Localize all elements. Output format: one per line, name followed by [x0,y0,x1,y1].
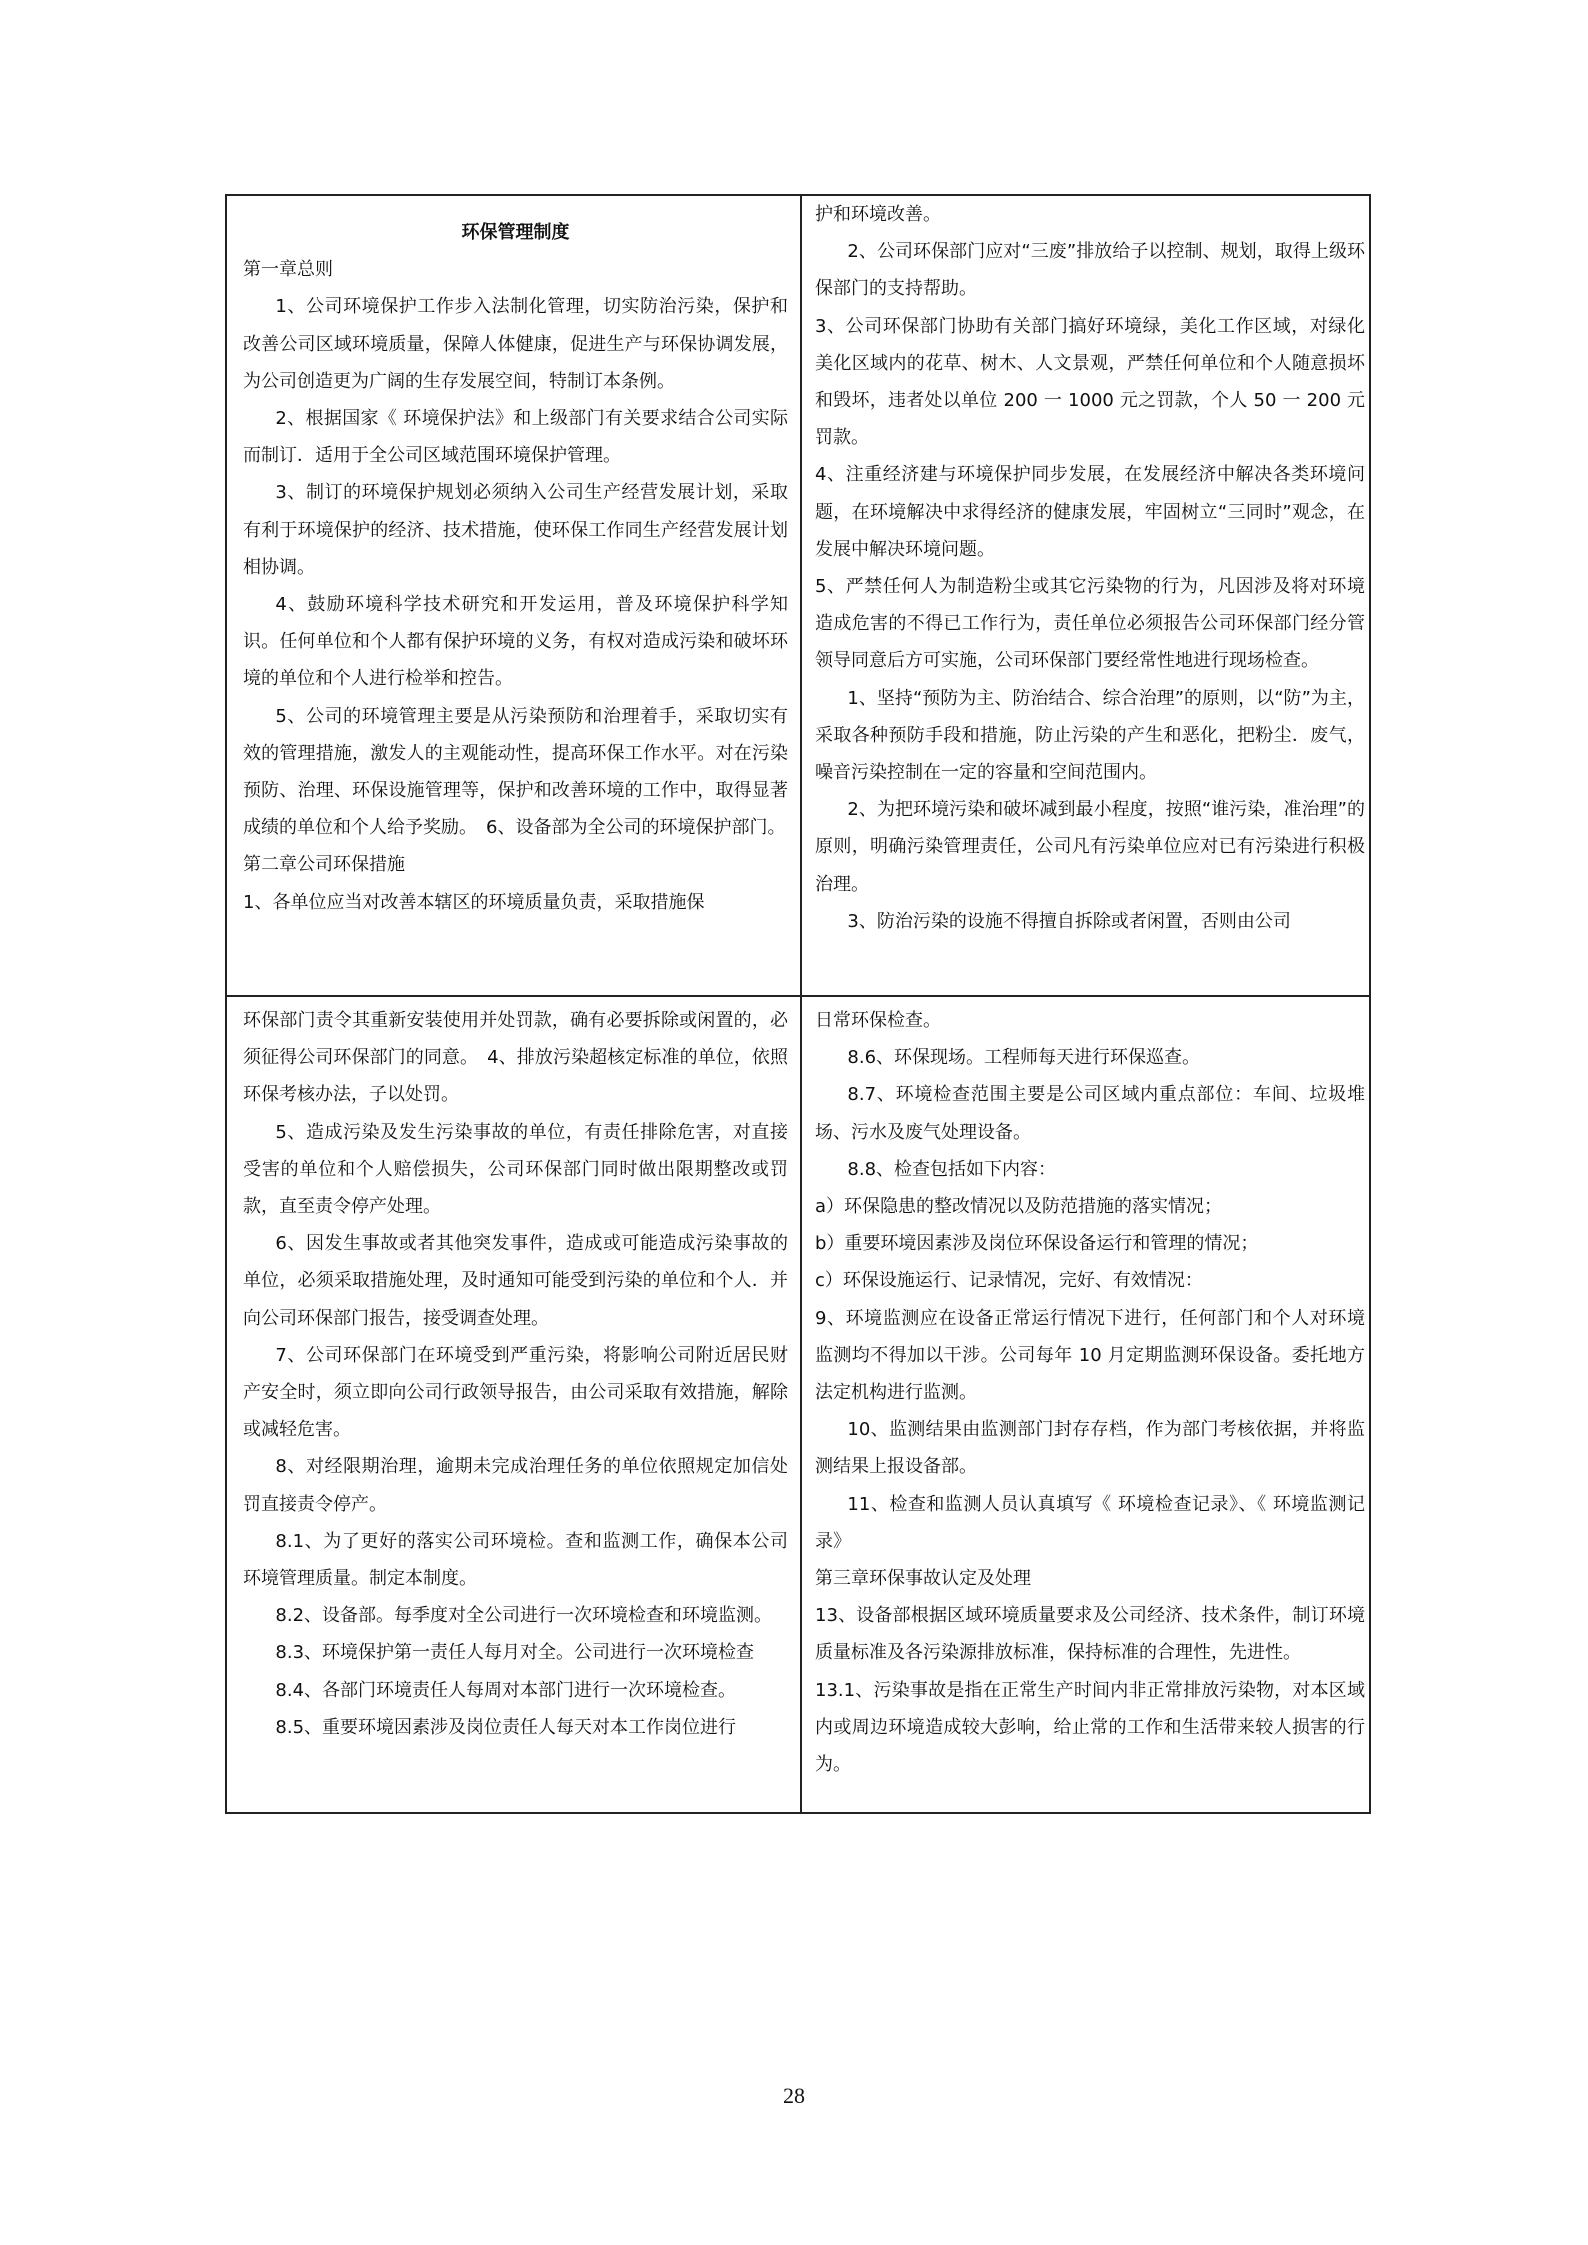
paragraph: 8.3、环境保护第一责任人每月对全。公司进行一次环境检查 [275,1642,755,1664]
paragraph: 第一章总则 [243,259,333,281]
paragraph: 日常环保检查。 [815,1010,941,1031]
paragraph: 6、因发生事故或者其他突发事件，造成或可能造成污染事故的单位，必须采取措施处理，及时通知可能受到污染的单位和个人．并向公司环保部门报告，接受调查处理。 [243,1233,788,1329]
paragraph: 8.7、环境检查范围主要是公司区域内重点部位：车间、垃圾堆场、污水及废气处理设备。 [815,1084,1365,1143]
paragraph: 8.8、检查包括如下内容： [847,1158,1057,1180]
document-title: 环保管理制度 [461,222,570,243]
paragraph: 8.5、重要环境因素涉及岗位责任人每天对本工作岗位进行 [275,1716,737,1738]
page-number: 28 [783,2083,805,2108]
paragraph: 5、公司的环境管理主要是从污染预防和治理着手，采取切实有效的管理措施，激发人的主观能动性，提高环保工作水平。对在污染预防、治理、环保设施管理等，保护和改善环境的工作中，取得显著成绩的单位和个人给予奖励。 6、设备部为全公司的环境保护部门。 [243,705,788,839]
row-divider [227,995,1369,997]
paragraph: 2、为把环境污染和破坏减到最小程度，按照“谁污染，准治理”的原则，明确污染管理责任，公司凡有污染单位应对已有污染进行积极治理。 [815,799,1365,895]
cell-top-left [243,214,788,990]
paragraph: 8、对经限期治理，逾期未完成治理任务的单位依照规定加信处罚直接责令停产。 [243,1456,788,1515]
paragraph: 8.4、各部门环境责任人每周对本部门进行一次环境检查。 [275,1679,737,1701]
paragraph: 7、公司环保部门在环境受到严重污染，将影响公司附近居民财产安全时，须立即向公司行政领导报告，由公司采取有效措施，解除或减轻危害。 [243,1344,788,1441]
column-divider [800,196,802,1812]
paragraph: 2、公司环保部门应对“三废”排放给子以控制、规划，取得上级环保部门的支持帮助。 [815,241,1365,300]
paragraph: 10、监测结果由监测部门封存存档，作为部门考核依据，并将监测结果上报设备部。 [815,1419,1365,1478]
paragraph: 13.1、污染事故是指在正常生产时间内非正常排放污染物，对本区域内或周边环境造成较大彭响，给止常的工作和生活带来较人损害的行为。 [815,1679,1365,1776]
paragraph: 4、鼓励环境科学技术研究和开发运用，普及环境保护科学知识。任何单位和个人都有保护环境的义务，有权对造成污染和破坏环境的单位和个人进行检举和控告。 [243,594,788,690]
cell-bottom-left [243,1002,788,1810]
paragraph: a）环保隐患的整改情况以及防范措施的落实情况； [815,1196,1223,1218]
paragraph: b）重要环境因素涉及岗位环保设备运行和管理的情况； [815,1233,1259,1255]
paragraph: 第三章环保事故认定及处理 [815,1568,1031,1590]
paragraph: 2、根据国家《 环境保护法》和上级部门有关要求结合公司实际而制订．适用于全公司区域范围环境保护管理。 [243,408,788,467]
paragraph: c）环保设施运行、记录情况，完好、有效情况： [815,1270,1203,1292]
paragraph: 5、造成污染及发生污染事故的单位，有责任排除危害，对直接受害的单位和个人赔偿损失，公司环保部门同时做出限期整改或罚款，直至责令停产处理。 [243,1121,788,1218]
paragraph: 1、各单位应当对改善本辖区的环境质量负责，采取措施保 [243,891,705,913]
paragraph: 13、设备部根据区域环境质量要求及公司经济、技术条件，制订环境质量标准及各污染源排放标准，保持标准的合理性，先进性。 [815,1605,1365,1664]
paragraph: 5、严禁任何人为制造粉尘或其它污染物的行为，凡因涉及将对环境造成危害的不得已工作行为，责任单位必须报告公司环保部门经分管领导同意后方可实施，公司环保部门要经常性地进行现场检查。 [815,576,1365,672]
paragraph: 1、坚持“预防为主、防治结合、综合治理”的原则，以“防”为主，采取各种预防手段和措施，防止污染的产生和恶化，把粉尘．废气，噪音污染控制在一定的容量和空间范围内。 [815,687,1365,784]
paragraph: 3、防治污染的设施不得擅自拆除或者闲置，否则由公司 [847,910,1291,932]
cell-bottom-right [815,1002,1365,1810]
paragraph: 9、环境监测应在设备正常运行情况下进行，任何部门和个人对环境监测均不得加以干涉。公司每年 10 月定期监测环保设备。委托地方法定机构进行监测。 [815,1307,1365,1404]
paragraph: 11、检查和监测人员认真填写《 环境检查记录》、《 环境监测记录》 [815,1493,1365,1552]
document-table [225,194,1371,1814]
cell-top-right [815,196,1365,990]
paragraph: 1、公司环境保护工作步入法制化管理，切实防治污染，保护和改善公司区域环境质量，保障人体健康，促进生产与环保协调发展，为公司创造更为广阔的生存发展空间，特制订本条例。 [243,296,788,392]
paragraph: 环保部门责令其重新安装使用并处罚款，确有必要拆除或闲置的，必须征得公司环保部门的同意。 4、排放污染超核定标准的单位，依照环保考核办法，子以处罚。 [243,1010,788,1106]
paragraph: 护和环境改善。 [815,204,941,225]
paragraph: 8.2、设备部。每季度对全公司进行一次环境检查和环境监测。 [275,1605,773,1627]
paragraph: 3、公司环保部门协助有关部门搞好环境绿，美化工作区域，对绿化美化区域内的花草、树木、人文景观，严禁任何单位和个人随意损坏和毁坏，违者处以单位 200 一 1000 元之罚款，个人 50 一 200 元罚款。 [815,315,1365,449]
paragraph: 3、制订的环境保护规划必须纳入公司生产经营发展计划，采取有利于环境保护的经济、技术措施，使环保工作同生产经营发展计划相协调。 [243,482,788,578]
paragraph: 8.6、环保现场。工程师每天进行环保巡查。 [847,1047,1201,1069]
paragraph: 4、注重经济建与环境保护同步发展，在发展经济中解决各类环境问题，在环境解决中求得经济的健康发展，牢固树立“三同时”观念，在发展中解决环境问题。 [815,464,1365,560]
paragraph: 第二章公司环保措施 [243,854,405,876]
paragraph: 8.1、为了更好的落实公司环境检。查和监测工作，确保本公司环境管理质量。制定本制度。 [243,1530,788,1590]
